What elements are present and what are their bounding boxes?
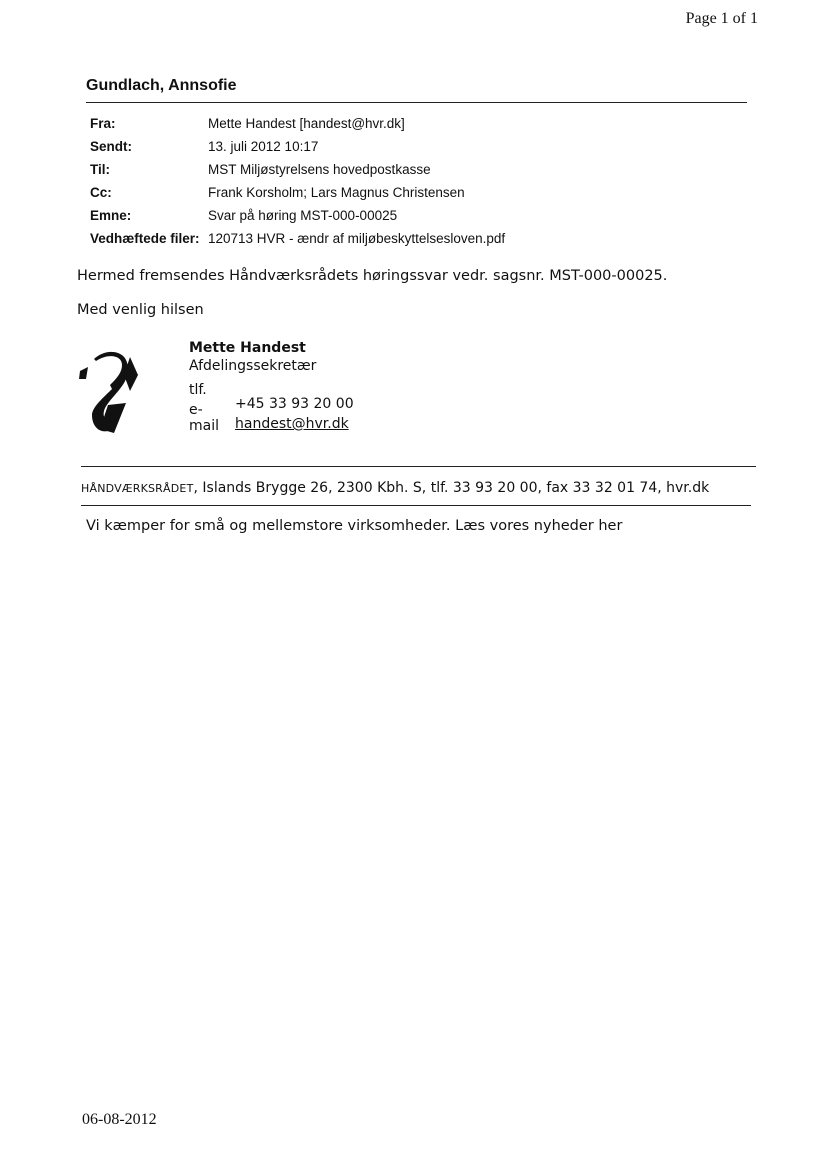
footer-divider-top [81, 466, 756, 467]
print-date: 06-08-2012 [82, 1111, 157, 1128]
header-key: Sendt: [90, 139, 132, 154]
mailbox-owner: Gundlach, Annsofie [86, 77, 237, 94]
email-label-line1: e- [189, 402, 203, 418]
body-paragraph: Hermed fremsendes Håndværksrådets høringssvar vedr. sagsnr. MST-000-00025. [77, 268, 668, 284]
header-key: Fra: [90, 116, 116, 131]
header-key: Emne: [90, 208, 132, 223]
attachment-file[interactable]: 120713 HVR - ændr af miljøbeskyttelsesloven.pdf [208, 231, 506, 246]
phone-label: tlf. [189, 382, 207, 398]
email-link[interactable]: handest@hvr.dk [235, 416, 349, 432]
signature-title: Afdelingssekretær [189, 358, 317, 374]
header-key: Til: [90, 162, 110, 177]
greeting: Med venlig hilsen [77, 302, 204, 318]
header-value: Svar på høring MST-000-00025 [208, 208, 398, 223]
hvr-logo-icon [78, 349, 144, 435]
header-key: Cc: [90, 185, 112, 200]
header-value: 13. juli 2012 10:17 [208, 139, 319, 154]
signature-name: Mette Handest [189, 340, 306, 356]
tagline: Vi kæmper for små og mellemstore virksomheder. Læs vores nyheder her [86, 518, 623, 534]
signature-block [189, 339, 316, 375]
header-divider [86, 102, 747, 103]
page-number: Page 1 of 1 [685, 10, 758, 27]
footer-address [81, 480, 709, 496]
header-key: Vedhæftede filer: [90, 231, 200, 246]
address-text: , Islands Brygge 26, 2300 Kbh. S, tlf. 33 93 20 00, fax 33 32 01 74, hvr.dk [193, 480, 710, 496]
header-value: Mette Handest [handest@hvr.dk] [208, 116, 405, 131]
phone-number: +45 33 93 20 00 [235, 396, 354, 412]
header-value: MST Miljøstyrelsens hovedpostkasse [208, 162, 431, 177]
brand-name: HÅNDVÆRKSRÅDET [81, 482, 194, 495]
footer-divider-bottom [81, 505, 751, 506]
email-label-line2: mail [189, 418, 219, 434]
header-value: Frank Korsholm; Lars Magnus Christensen [208, 185, 465, 200]
